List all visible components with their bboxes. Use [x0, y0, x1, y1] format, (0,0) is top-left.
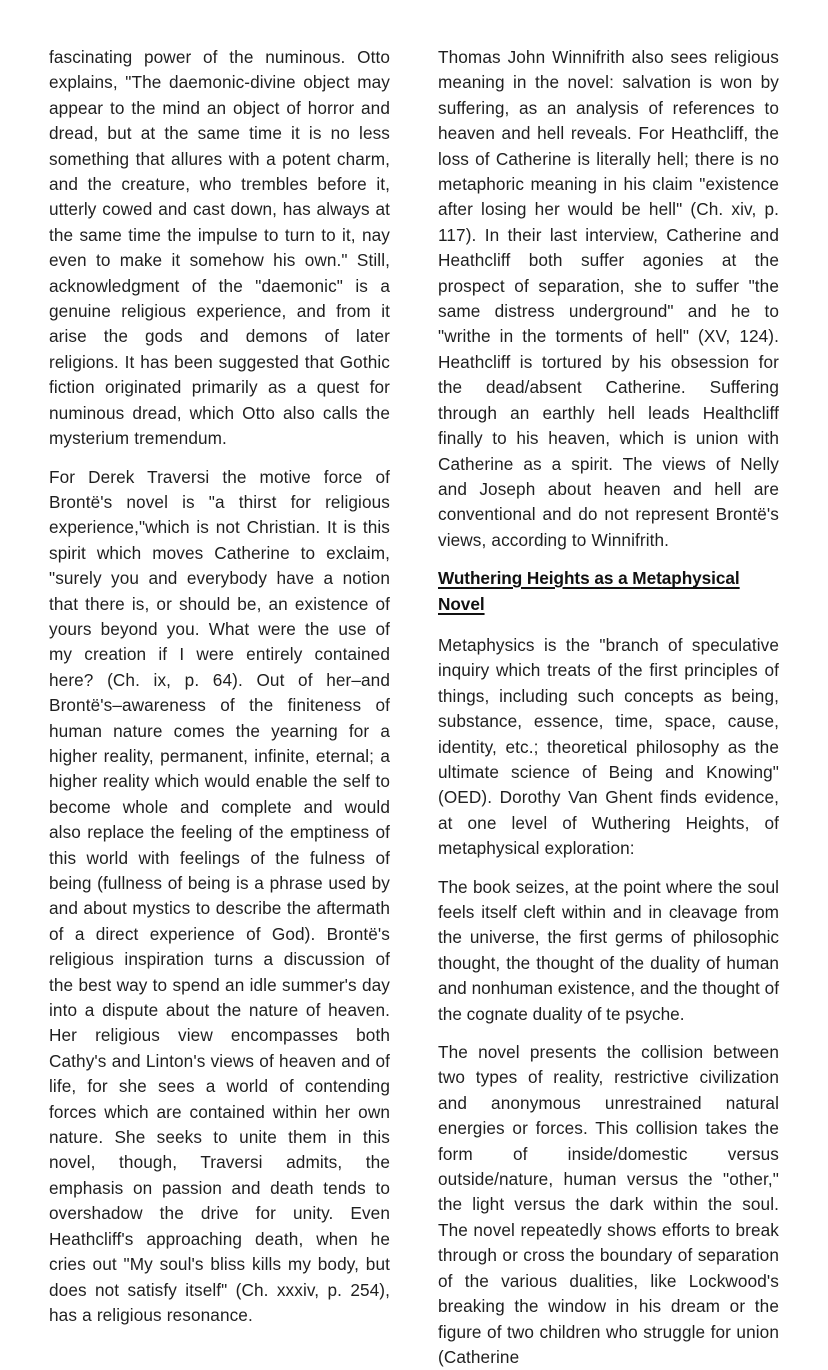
paragraph-winnifrith: Thomas John Winnifrith also sees religious meaning in the novel: salvation is won by suffering, as an analysis of references to heaven and hell reveals. For Heathcliff, the loss of Catherine is literally hell; there is no metaphoric meaning in his claim "existence after losing her would be hell" (Ch. xiv, p. 117). In their last interview, Catherine and Heathcliff both suffer agonies at the prospect of separation, she to suffer "the same distress underground" and he to "writhe in the torments of hell" (XV, 124). Heathcliff is tortured by his obsession for the dead/absent Catherine. Suffering through an earthly hell leads Healthcliff finally to his heaven, which is union with Catherine as a spirit. The views of Nelly and Joseph about heaven and hell are conventional and do not represent Brontë's views, according to Winnifrith.: [438, 47, 779, 550]
paragraph-metaphysics-definition: Metaphysics is the "branch of speculative inquiry which treats of the first principles of things, including such concepts as being, substance, essence, time, space, cause, identity, etc.; theoretical philosophy as the ultimate science of Being and Knowing" (OED). Dorothy Van Ghent finds evidence, at one level of Wuthering Heights, of metaphysical exploration:: [438, 634, 779, 859]
paragraph-van-ghent-quote: The book seizes, at the point where the soul feels itself cleft within and in cleavage from the universe, the first germs of philosophic thought, the thought of the duality of human and nonhuman existence, and the thought of the cognate duality of te psyche.: [438, 876, 779, 1024]
right-column: [438, 45, 779, 1370]
paragraph-collision-realities: The novel presents the collision between two types of reality, restrictive civilization and anonymous unrestrained natural energies or forces. This collision takes the form of inside/domestic versus outside/nature, human versus the "other," the light versus the dark within the soul. The novel repeatedly shows efforts to break through or cross the boundary of separation of the various dualities, like Lockwood's breaking the window in his dream or the figure of two children who struggle for union (Catherine: [438, 1042, 779, 1367]
left-column: [49, 45, 390, 1328]
paragraph-traversi: For Derek Traversi the motive force of Brontë's novel is "a thirst for religious experience,"which is not Christian. It is this spirit which moves Catherine to exclaim, "surely you and everybody have a notion that there is, or should be, an existence of yours beyond you. What were the use of my creation if I were entirely contained here? (Ch. ix, p. 64). Out of her–and Brontë's–awareness of the finiteness of human nature comes the yearning for a higher reality, permanent, infinite, eternal; a higher reality which would enable the self to become whole and complete and would also replace the feeling of the emptiness of this world with feelings of the fulness of being (fullness of being is a phrase used by and about mystics to describe the aftermath of a direct experience of God). Brontë's religious inspiration turns a discussion of the best way to spend an idle summer's day into a dispute about the nature of heaven. Her religious view encompasses both Cathy's and Linton's views of heaven and of life, for she sees a world of contending forces which are contained within her own nature. She seeks to unite them in this novel, though, Traversi admits, the emphasis on passion and death tends to overshadow the drive for unity. Even Heathcliff's approaching death, when he cries out "My soul's bliss kills my body, but does not satisfy itself" (Ch. xxxiv, p. 254), has a religious resonance.: [49, 466, 390, 1325]
two-column-layout: [49, 45, 779, 1367]
paragraph-numinous: fascinating power of the numinous. Otto explains, "The daemonic-divine object may appear to the mind an object of horror and dread, but at the same time it is no less something that allures with a potent charm, and the creature, who trembles before it, utterly cowed and cast down, has always at the same time the impulse to turn to it, nay even to make it somehow his own." Still, acknowledgment of the "daemonic" is a genuine religious experience, and from it arise the gods and demons of later religions. It has been suggested that Gothic fiction originated primarily as a quest for numinous dread, which Otto also calls the mysterium tremendum.: [49, 47, 390, 449]
section-heading-metaphysical-novel: Wuthering Heights as a Metaphysical Novel: [438, 568, 740, 614]
